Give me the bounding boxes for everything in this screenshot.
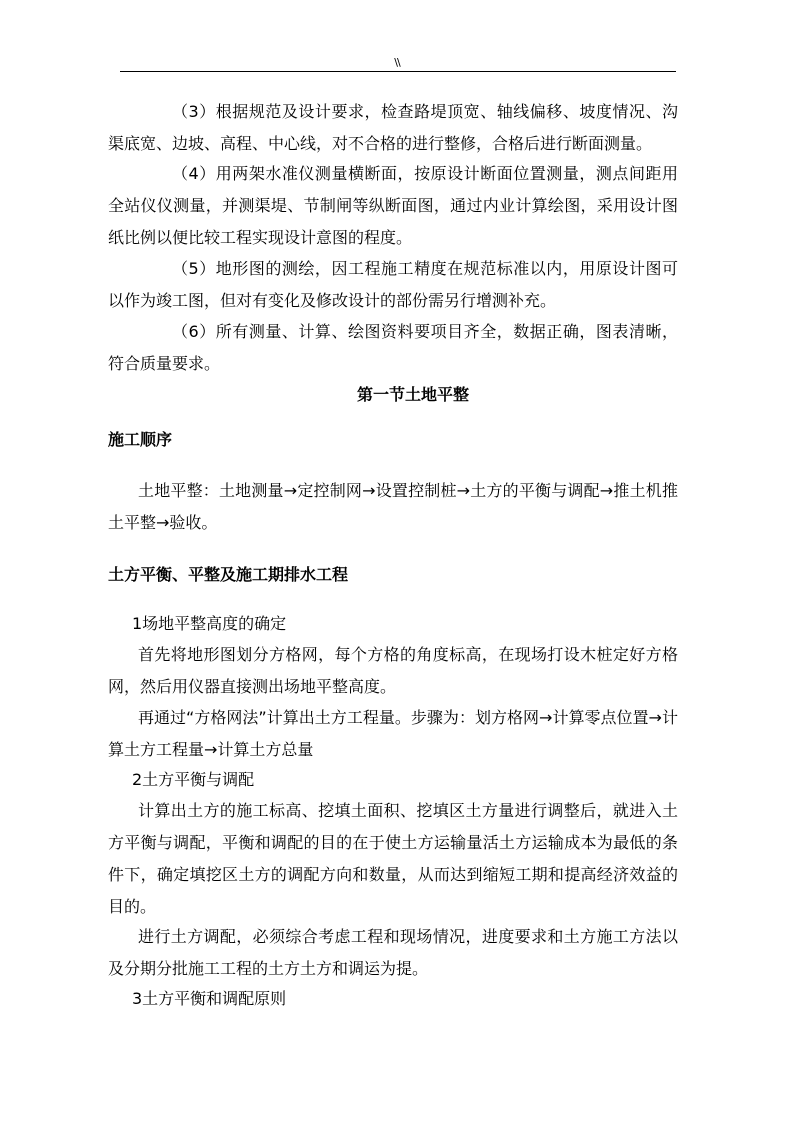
item-1-title: 1场地平整高度的确定 [132,614,287,633]
paragraph-4: （4）用两架水准仪测量横断面，按原设计断面位置测量，测点间距用全站仪仪测量，并测渠堤、节制闸等纵断面图，通过内业计算绘图，采用设计图纸比例以便比较工程实现设计意图的程度。 [108,164,678,247]
item-2-paragraph-1: 计算出土方的施工标高、挖填土面积、挖填区土方量进行调整后，就进入土方平衡与调配，平衡和调配的目的在于使土方运输量活土方运输成本为最低的条件下，确定填挖区土方的调配方向和数量，从而达到缩短工期和提高经济效益的目的。 [108,801,678,916]
heading-construction-order: 施工顺序 [108,430,173,449]
paragraph-5: （5）地形图的测绘，因工程施工精度在规范标准以内，用原设计图可以作为竣工图，但对有变化及修改设计的部份需另行增测补充。 [108,259,678,310]
item-2-title: 2土方平衡与调配 [132,770,255,789]
paragraph-6: （6）所有测量、计算、绘图资料要项目齐全，数据正确，图表清晰，符合质量要求。 [108,322,678,373]
heading-earthwork-balance: 土方平衡、平整及施工期排水工程 [108,565,349,584]
item-3-title: 3土方平衡和调配原则 [132,989,287,1008]
item-2-paragraph-2: 进行土方调配，必须综合考虑工程和现场情况，进度要求和土方施工方法以及分期分批施工工程的土方土方和调运为提。 [108,927,678,978]
page-header-mark: \\ [394,56,400,69]
item-1-paragraph-2: 再通过“方格网法”计算出土方工程量。步骤为：划方格网→计算零点位置→计算土方工程量→计算土方总量 [108,708,678,759]
paragraph-3: （3）根据规范及设计要求，检查路堤顶宽、轴线偏移、坡度情况、沟渠底宽、边坡、高程、中心线，对不合格的进行整修，合格后进行断面测量。 [108,102,678,153]
construction-order-text: 土地平整：土地测量→定控制网→设置控制桩→土方的平衡与调配→推土机推土平整→验收。 [108,481,678,532]
section-title: 第一节土地平整 [356,385,469,404]
item-1-paragraph-1: 首先将地形图划分方格网，每个方格的角度标高，在现场打设木桩定好方格网，然后用仪器直接测出场地平整高度。 [108,645,678,696]
header-rule [120,71,676,72]
